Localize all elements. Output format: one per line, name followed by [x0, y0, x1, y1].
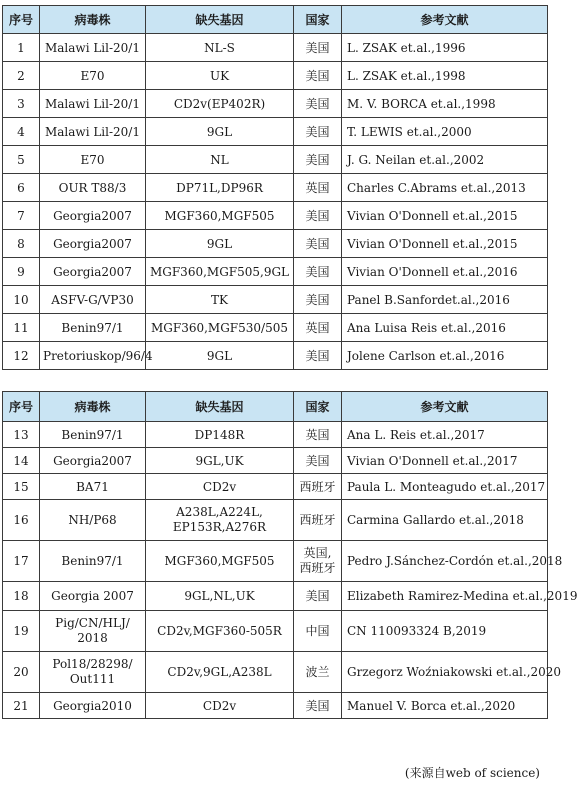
table-row — [3, 582, 548, 611]
cell-strain: Georgia2007 — [40, 202, 146, 230]
cell-strain: Pig/CN/HLJ/ 2018 — [40, 611, 146, 652]
cell-deleted-gene: 9GL — [146, 230, 294, 258]
cell-index: 13 — [3, 422, 40, 448]
header-strain: 病毒株 — [40, 392, 146, 422]
cell-strain: NH/P68 — [40, 500, 146, 541]
cell-strain: Georgia2007 — [40, 258, 146, 286]
table-row — [3, 541, 548, 582]
cell-strain: OUR T88/3 — [40, 174, 146, 202]
cell-strain: Pretoriuskop/96/4 — [40, 342, 146, 370]
header-index: 序号 — [3, 6, 40, 34]
table-row — [3, 146, 548, 174]
cell-country: 美国 — [294, 342, 342, 370]
cell-index: 3 — [3, 90, 40, 118]
header-reference: 参考文献 — [342, 392, 548, 422]
deletion-strains-table-2 — [2, 391, 577, 719]
cell-strain: E70 — [40, 62, 146, 90]
header-index: 序号 — [3, 392, 40, 422]
cell-strain: Georgia2010 — [40, 693, 146, 719]
cell-country: 美国 — [294, 202, 342, 230]
cell-strain: Georgia 2007 — [40, 582, 146, 611]
cell-index: 6 — [3, 174, 40, 202]
table-row — [3, 314, 548, 342]
cell-reference: Panel B.Sanfordet.al.,2016 — [342, 286, 548, 314]
cell-strain: Malawi Lil-20/1 — [40, 34, 146, 62]
cell-reference: Vivian O'Donnell et.al.,2015 — [342, 230, 548, 258]
cell-deleted-gene: CD2v(EP402R) — [146, 90, 294, 118]
cell-deleted-gene: 9GL — [146, 118, 294, 146]
cell-index: 10 — [3, 286, 40, 314]
table-header-row — [3, 392, 548, 422]
cell-strain: E70 — [40, 146, 146, 174]
cell-index: 2 — [3, 62, 40, 90]
cell-country: 美国 — [294, 693, 342, 719]
cell-strain: BA71 — [40, 474, 146, 500]
cell-reference: Vivian O'Donnell et.al.,2017 — [342, 448, 548, 474]
cell-index: 9 — [3, 258, 40, 286]
table-row — [3, 422, 548, 448]
cell-reference: M. V. BORCA et.al.,1998 — [342, 90, 548, 118]
cell-strain: Malawi Lil-20/1 — [40, 118, 146, 146]
cell-strain: Georgia2007 — [40, 448, 146, 474]
cell-country: 中国 — [294, 611, 342, 652]
cell-country: 英国 — [294, 174, 342, 202]
cell-deleted-gene: DP71L,DP96R — [146, 174, 294, 202]
cell-strain: Benin97/1 — [40, 314, 146, 342]
table-row — [3, 693, 548, 719]
cell-country: 美国 — [294, 582, 342, 611]
cell-index: 17 — [3, 541, 40, 582]
cell-reference: L. ZSAK et.al.,1996 — [342, 34, 548, 62]
cell-country: 美国 — [294, 118, 342, 146]
cell-deleted-gene: MGF360,MGF505 — [146, 541, 294, 582]
cell-index: 16 — [3, 500, 40, 541]
cell-index: 11 — [3, 314, 40, 342]
cell-country: 美国 — [294, 448, 342, 474]
cell-country: 美国 — [294, 230, 342, 258]
cell-reference: L. ZSAK et.al.,1998 — [342, 62, 548, 90]
cell-deleted-gene: CD2v,9GL,A238L — [146, 652, 294, 693]
cell-deleted-gene: NL-S — [146, 34, 294, 62]
cell-country: 西班牙 — [294, 500, 342, 541]
header-country: 国家 — [294, 6, 342, 34]
cell-country: 波兰 — [294, 652, 342, 693]
cell-country: 英国 — [294, 314, 342, 342]
cell-reference: Grzegorz Woźniakowski et.al.,2020 — [342, 652, 548, 693]
cell-reference: Pedro J.Sánchez-Cordón et.al.,2018 — [342, 541, 548, 582]
cell-deleted-gene: CD2v — [146, 474, 294, 500]
cell-reference: Ana L. Reis et.al.,2017 — [342, 422, 548, 448]
table-row — [3, 62, 548, 90]
cell-reference: T. LEWIS et.al.,2000 — [342, 118, 548, 146]
cell-deleted-gene: 9GL,UK — [146, 448, 294, 474]
cell-deleted-gene: NL — [146, 146, 294, 174]
cell-index: 20 — [3, 652, 40, 693]
cell-strain: Malawi Lil-20/1 — [40, 90, 146, 118]
table-row — [3, 500, 548, 541]
header-strain: 病毒株 — [40, 6, 146, 34]
cell-country: 美国 — [294, 62, 342, 90]
cell-deleted-gene: MGF360,MGF505,9GL — [146, 258, 294, 286]
table-row — [3, 118, 548, 146]
cell-country: 美国 — [294, 258, 342, 286]
cell-index: 12 — [3, 342, 40, 370]
table-row — [3, 174, 548, 202]
cell-deleted-gene: 9GL,NL,UK — [146, 582, 294, 611]
cell-deleted-gene: MGF360,MGF505 — [146, 202, 294, 230]
cell-strain: Pol18/28298/ Out111 — [40, 652, 146, 693]
cell-index: 15 — [3, 474, 40, 500]
cell-index: 19 — [3, 611, 40, 652]
cell-deleted-gene: CD2v — [146, 693, 294, 719]
cell-reference: Manuel V. Borca et.al.,2020 — [342, 693, 548, 719]
header-deleted-gene: 缺失基因 — [146, 6, 294, 34]
cell-reference: Paula L. Monteagudo et.al.,2017 — [342, 474, 548, 500]
table-row — [3, 342, 548, 370]
cell-country: 英国, 西班牙 — [294, 541, 342, 582]
table-header-row — [3, 6, 548, 34]
table-row — [3, 34, 548, 62]
table-row — [3, 652, 548, 693]
cell-reference: Vivian O'Donnell et.al.,2016 — [342, 258, 548, 286]
table-row — [3, 286, 548, 314]
cell-reference: Elizabeth Ramirez-Medina et.al.,2019 — [342, 582, 548, 611]
deletion-strains-table-1 — [2, 5, 548, 370]
cell-deleted-gene: TK — [146, 286, 294, 314]
cell-strain: Georgia2007 — [40, 230, 146, 258]
cell-strain: ASFV-G/VP30 — [40, 286, 146, 314]
table-row — [3, 448, 548, 474]
cell-index: 7 — [3, 202, 40, 230]
cell-deleted-gene: MGF360,MGF530/505 — [146, 314, 294, 342]
cell-country: 美国 — [294, 34, 342, 62]
cell-index: 1 — [3, 34, 40, 62]
cell-deleted-gene: DP148R — [146, 422, 294, 448]
cell-country: 美国 — [294, 90, 342, 118]
table-row — [3, 474, 548, 500]
cell-index: 5 — [3, 146, 40, 174]
header-country: 国家 — [294, 392, 342, 422]
cell-deleted-gene: 9GL — [146, 342, 294, 370]
cell-reference: Charles C.Abrams et.al.,2013 — [342, 174, 548, 202]
header-deleted-gene: 缺失基因 — [146, 392, 294, 422]
cell-country: 美国 — [294, 286, 342, 314]
cell-deleted-gene: CD2v,MGF360-505R — [146, 611, 294, 652]
cell-deleted-gene: A238L,A224L, EP153R,A276R — [146, 500, 294, 541]
table-row — [3, 90, 548, 118]
cell-index: 8 — [3, 230, 40, 258]
cell-deleted-gene: UK — [146, 62, 294, 90]
cell-reference: J. G. Neilan et.al.,2002 — [342, 146, 548, 174]
cell-reference: Jolene Carlson et.al.,2016 — [342, 342, 548, 370]
cell-country: 西班牙 — [294, 474, 342, 500]
source-note: (来源自web of science) — [404, 766, 540, 780]
cell-index: 14 — [3, 448, 40, 474]
cell-index: 18 — [3, 582, 40, 611]
cell-index: 4 — [3, 118, 40, 146]
cell-strain: Benin97/1 — [40, 422, 146, 448]
table-row — [3, 258, 548, 286]
cell-country: 英国 — [294, 422, 342, 448]
table-row — [3, 611, 548, 652]
cell-reference: Carmina Gallardo et.al.,2018 — [342, 500, 548, 541]
cell-strain: Benin97/1 — [40, 541, 146, 582]
header-reference: 参考文献 — [342, 6, 548, 34]
cell-reference: CN 110093324 B,2019 — [342, 611, 548, 652]
table-row — [3, 202, 548, 230]
cell-reference: Vivian O'Donnell et.al.,2015 — [342, 202, 548, 230]
cell-reference: Ana Luisa Reis et.al.,2016 — [342, 314, 548, 342]
cell-country: 美国 — [294, 146, 342, 174]
cell-index: 21 — [3, 693, 40, 719]
table-row — [3, 230, 548, 258]
